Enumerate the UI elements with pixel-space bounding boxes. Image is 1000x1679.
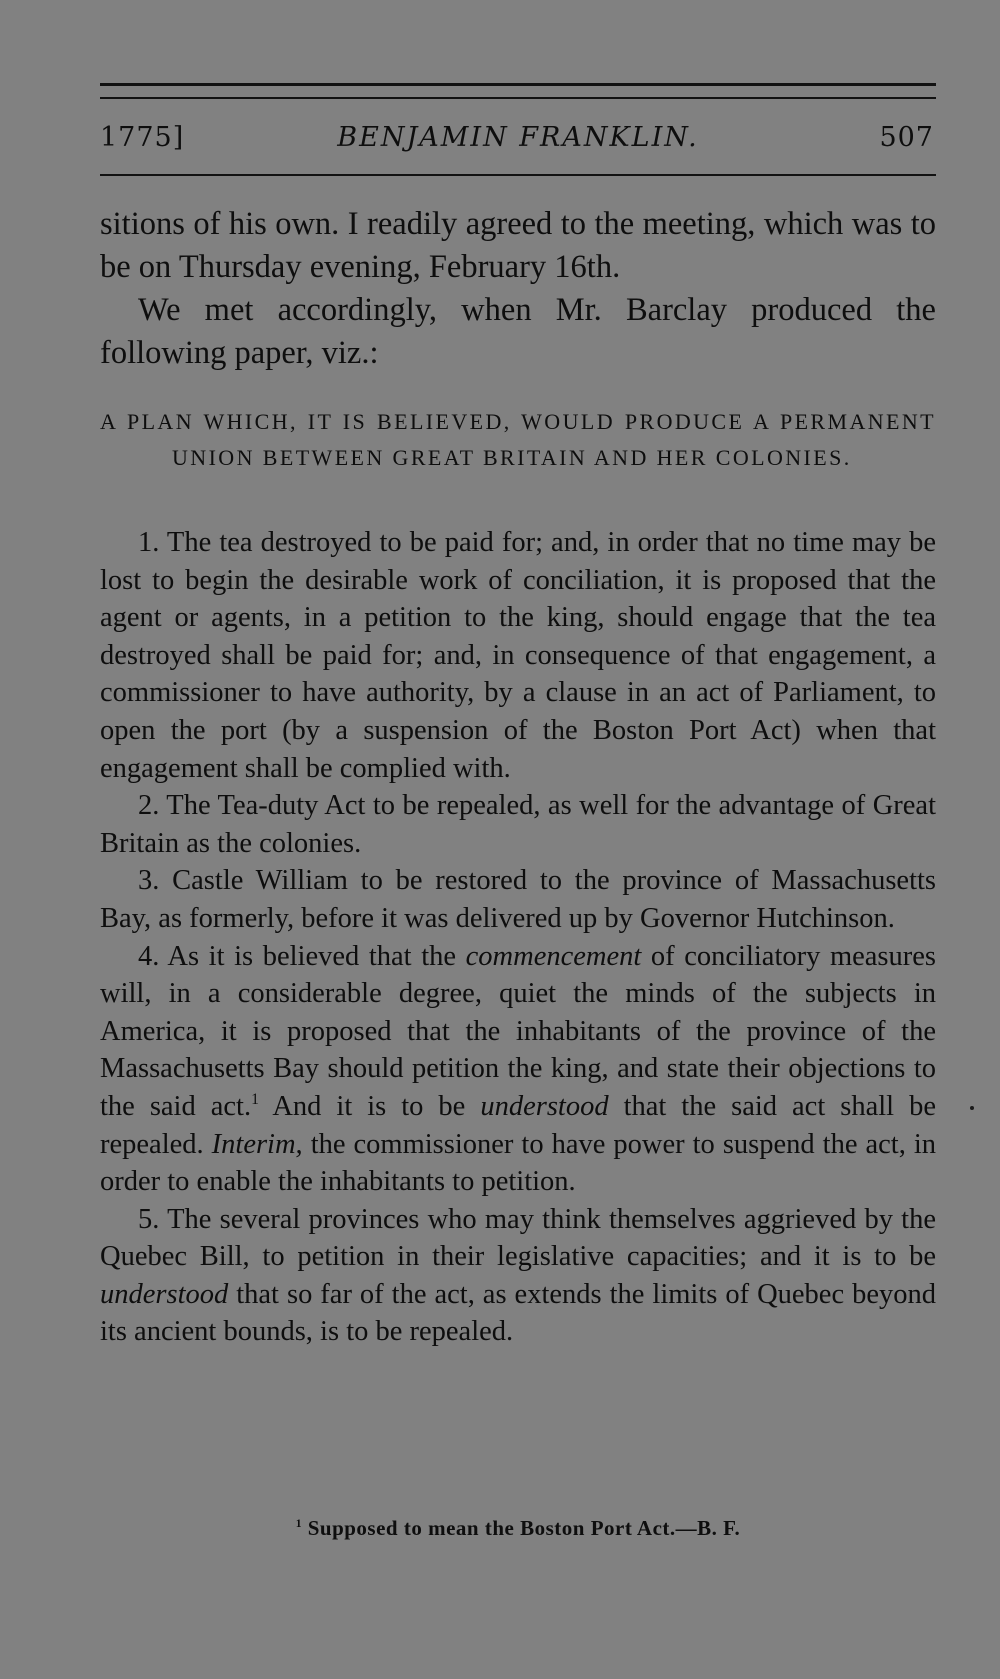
item-text: that so far of the act, as extends the limits of Quebec beyond its ancient bounds, is to be repealed. — [100, 1278, 936, 1348]
intro-paragraph: We met accordingly, when Mr. Barclay produced the following paper, viz.: — [100, 292, 936, 371]
italic-text: Interim, — [211, 1128, 303, 1160]
plan-item-3: 3. Castle William to be restored to the province of Massachusetts Bay, as formerly, before it was delivered up by Governor Hutchinson. — [100, 865, 936, 934]
margin-mark — [970, 1106, 974, 1110]
top-rule-thin — [100, 97, 936, 99]
footnote — [100, 1516, 936, 1541]
item-text: 5. The several provinces who may think themselves aggrieved by the Quebec Bill, to petition in their legislative capacities; and it is to be — [100, 1203, 936, 1273]
intro-paragraph: sitions of his own. I readily agreed to the meeting, which was to be on Thursday evening, February 16th. — [100, 206, 936, 285]
item-text: that the said act shall be repealed. — [100, 1090, 936, 1160]
italic-text: understood — [100, 1278, 229, 1310]
plan-item-1: 1. The tea destroyed to be paid for; and, in order that no time may be lost to begin the desirable work of conciliation, it is proposed that the agent or agents, in a petition to the king, should engage that the tea destroyed shall be paid for; and, in consequence of that engagement, a commissioner to have authority, by a clause in an act of Parliament, to open the port (by a suspension of the Boston Port Act) when that engagement shall be complied with. — [100, 527, 936, 784]
italic-text: commencement — [465, 940, 642, 972]
footnote-text: Supposed to mean the Boston Port Act.—B. F. — [307, 1516, 741, 1540]
plan-item-2: 2. The Tea-duty Act to be repealed, as well for the advantage of Great Britain as the colonies. — [100, 790, 936, 859]
header-title: BENJAMIN FRANKLIN. — [337, 122, 699, 153]
plan-item-5 — [100, 1201, 936, 1351]
plan-heading: A PLAN WHICH, IT IS BELIEVED, WOULD PRODUCE A PERMANENT UNION BETWEEN GREAT BRITAIN AND HER COLONIES. — [100, 409, 936, 470]
item-text: 4. As it is believed that the — [138, 940, 466, 972]
top-rule — [100, 83, 936, 86]
page-number: 507 — [879, 122, 934, 153]
plan-item-4 — [100, 938, 936, 1201]
footnote-marker: 1 — [295, 1517, 302, 1530]
italic-text: understood — [480, 1090, 609, 1122]
intro-text — [100, 203, 936, 375]
header-rule — [100, 174, 936, 176]
item-text: And it is to be — [258, 1090, 481, 1122]
header-year: 1775] — [100, 122, 185, 153]
running-header — [100, 118, 936, 158]
item-text: of conciliatory measures will, in a considerable degree, quiet the minds of the subjects in America, it is proposed that the inhabitants of the province of the Massachusetts Bay should petition the king, and state their objections to the said act. — [100, 940, 936, 1122]
item-text: the commissioner to have power to suspend the act, in order to enable the inhabitants to petition. — [100, 1128, 937, 1198]
footnote-reference: 1 — [251, 1090, 259, 1108]
plan-items — [100, 524, 936, 1351]
